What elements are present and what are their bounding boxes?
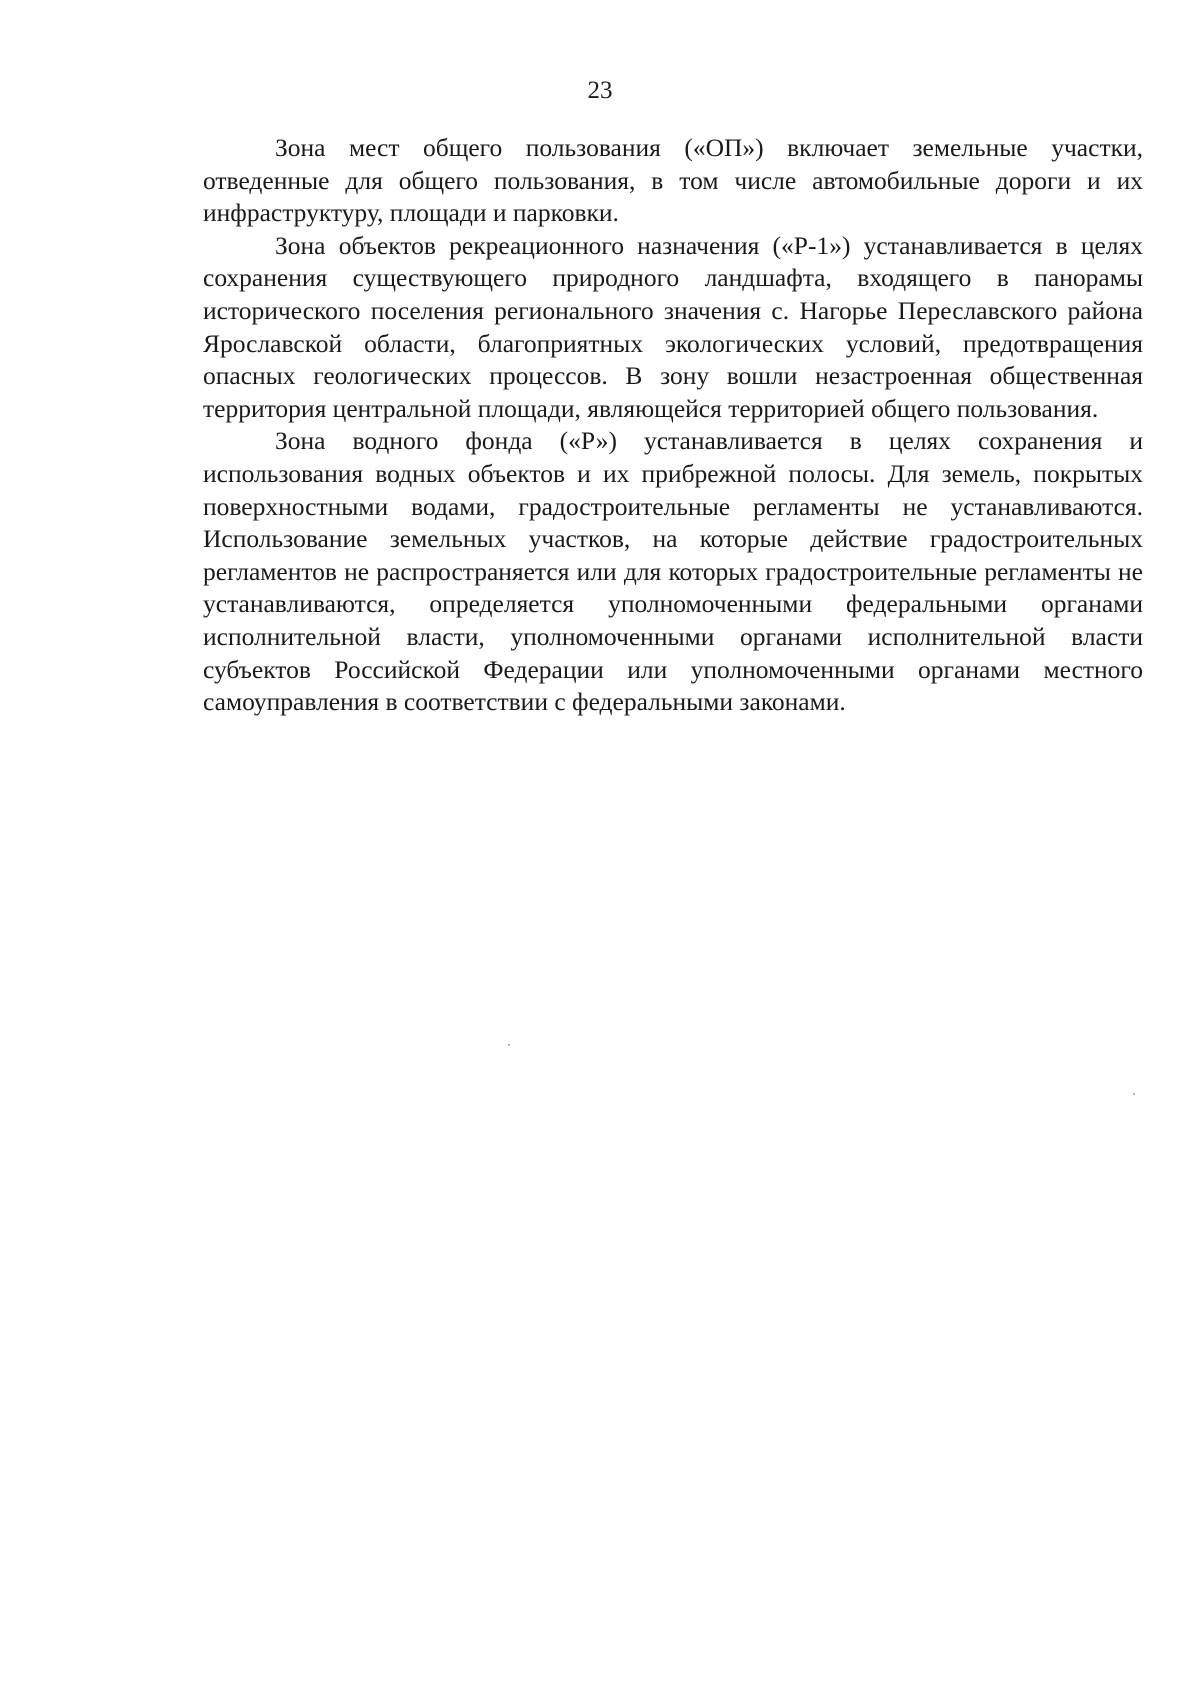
paragraph-recreation-zone: Зона объектов рекреационного назначения («Р-1») устанавливается в целях сохранения существующего природного ландшафта, входящего в панорамы исторического поселения регионального значения с. Нагорье Переславского района Ярославской области, благоприятных экологических условий, предотвращения опасных геологических процессов. В зону вошли незастроенная общественная территория центральной площади, являющейся территорией общего пользования. (203, 230, 1143, 423)
document-body (203, 132, 1143, 719)
page-number: 23 (587, 77, 613, 104)
scan-speck (1133, 1093, 1135, 1095)
paragraph-water-fund-zone: Зона водного фонда («Р») устанавливается в целях сохранения и использования водных объектов и их прибрежной полосы. Для земель, покрытых поверхностными водами, градостроительные регламенты не устанавливаются. Использование земельных участков, на которые действие градостроительных регламентов не распространяется или для которых градостроительные регламенты не устанавливаются, определяется уполномоченными федеральными органами исполнительной власти, уполномоченными органами исполнительной власти субъектов Российской Федерации или уполномоченными органами местного самоуправления в соответствии с федеральными законами. (203, 426, 1143, 717)
paragraph-public-use-zone: Зона мест общего пользования («ОП») включает земельные участки, отведенные для общего пользования, в том числе автомобильные дороги и их инфраструктуру, площади и парковки. (203, 133, 1143, 228)
scan-speck (508, 1044, 510, 1046)
